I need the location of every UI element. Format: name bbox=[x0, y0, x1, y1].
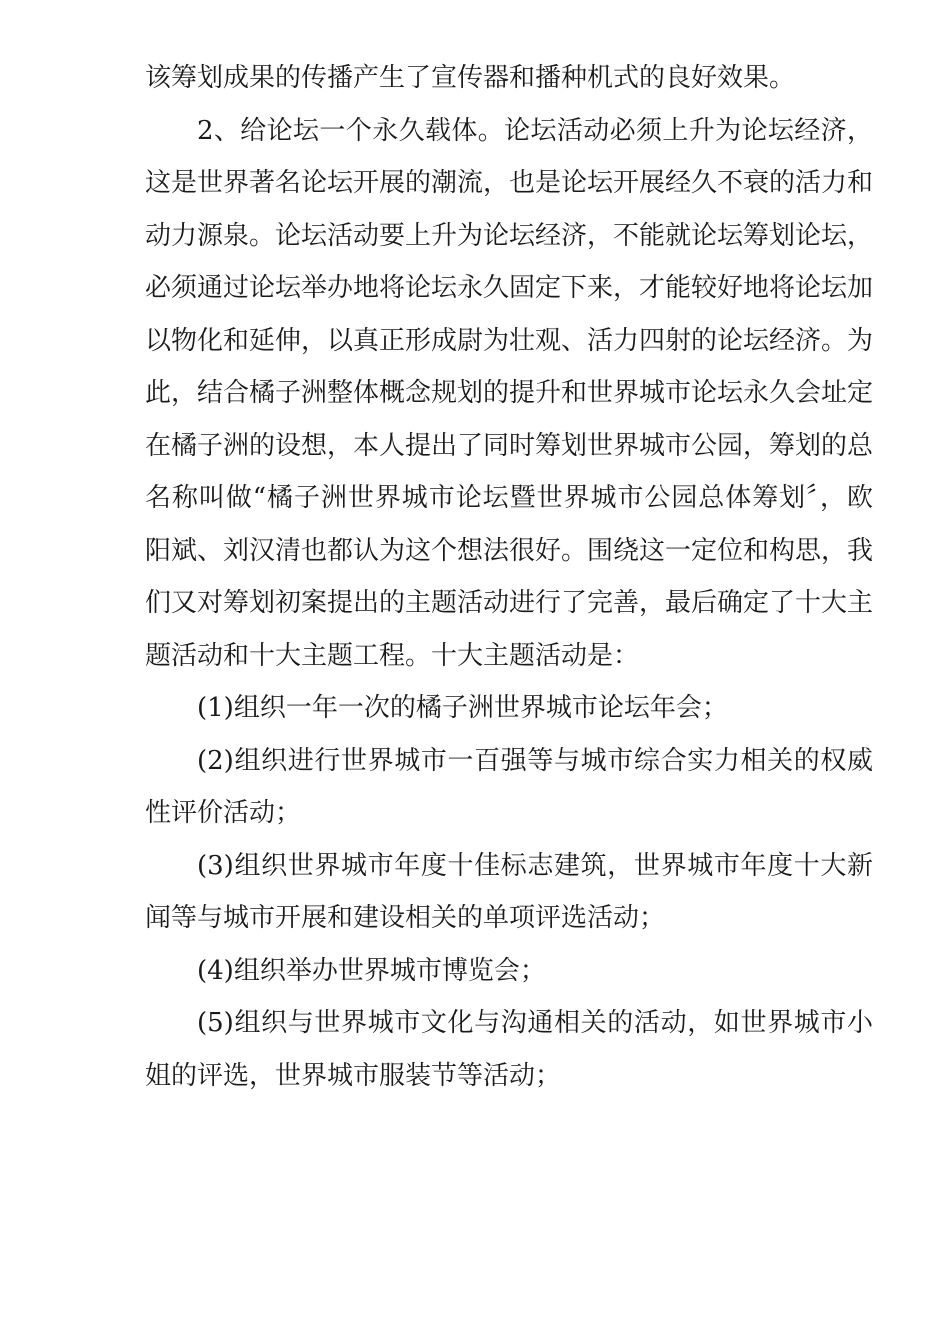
list-item-city-expo: (4)组织举办世界城市博览会； bbox=[197, 955, 546, 986]
list-item-annual-selection: (3)组织世界城市年度十佳标志建筑，世界城市年度十大新闻等与城市开展和建设相关的单项评选活动； bbox=[145, 850, 873, 933]
list-item-top-100-evaluation: (2)组织进行世界城市一百强等与城市综合实力相关的权威性评价活动； bbox=[145, 745, 873, 828]
list-item-annual-forum: (1)组织一年一次的橘子洲世界城市论坛年会； bbox=[197, 693, 728, 723]
paragraph-continuation: 该筹划成果的传播产生了宣传器和播种机式的良好效果。 bbox=[145, 63, 796, 93]
paragraph-permanent-carrier: 2、给论坛一个永久载体。论坛活动必须上升为论坛经济，这是世界著名论坛开展的潮流，也是论坛开展经久不衰的活力和动力源泉。论坛活动要上升为论坛经济，不能就论坛筹划论坛，必须通过论坛举办地将论坛永久固定下来，才能较好地将论坛加以物化和延伸，以真正形成尉为壮观、活力四射的论坛经济。为此，结合橘子洲整体概念规划的提升和世界城市论坛永久会址定在橘子洲的设想，本人提出了同时筹划世界城市公园，筹划的总名称叫做“橘子洲世界城市论坛暨世界城市公园总体筹划〞，欧阳斌、刘汉清也都认为这个想法很好。围绕这一定位和构思，我们又对筹划初案提出的主题活动进行了完善，最后确定了十大主题活动和十大主题工程。十大主题活动是： bbox=[145, 115, 874, 671]
list-item-culture-activities: (5)组织与世界城市文化与沟通相关的活动，如世界城市小姐的评选，世界城市服装节等活动； bbox=[145, 1008, 873, 1091]
document-body bbox=[145, 52, 873, 1102]
